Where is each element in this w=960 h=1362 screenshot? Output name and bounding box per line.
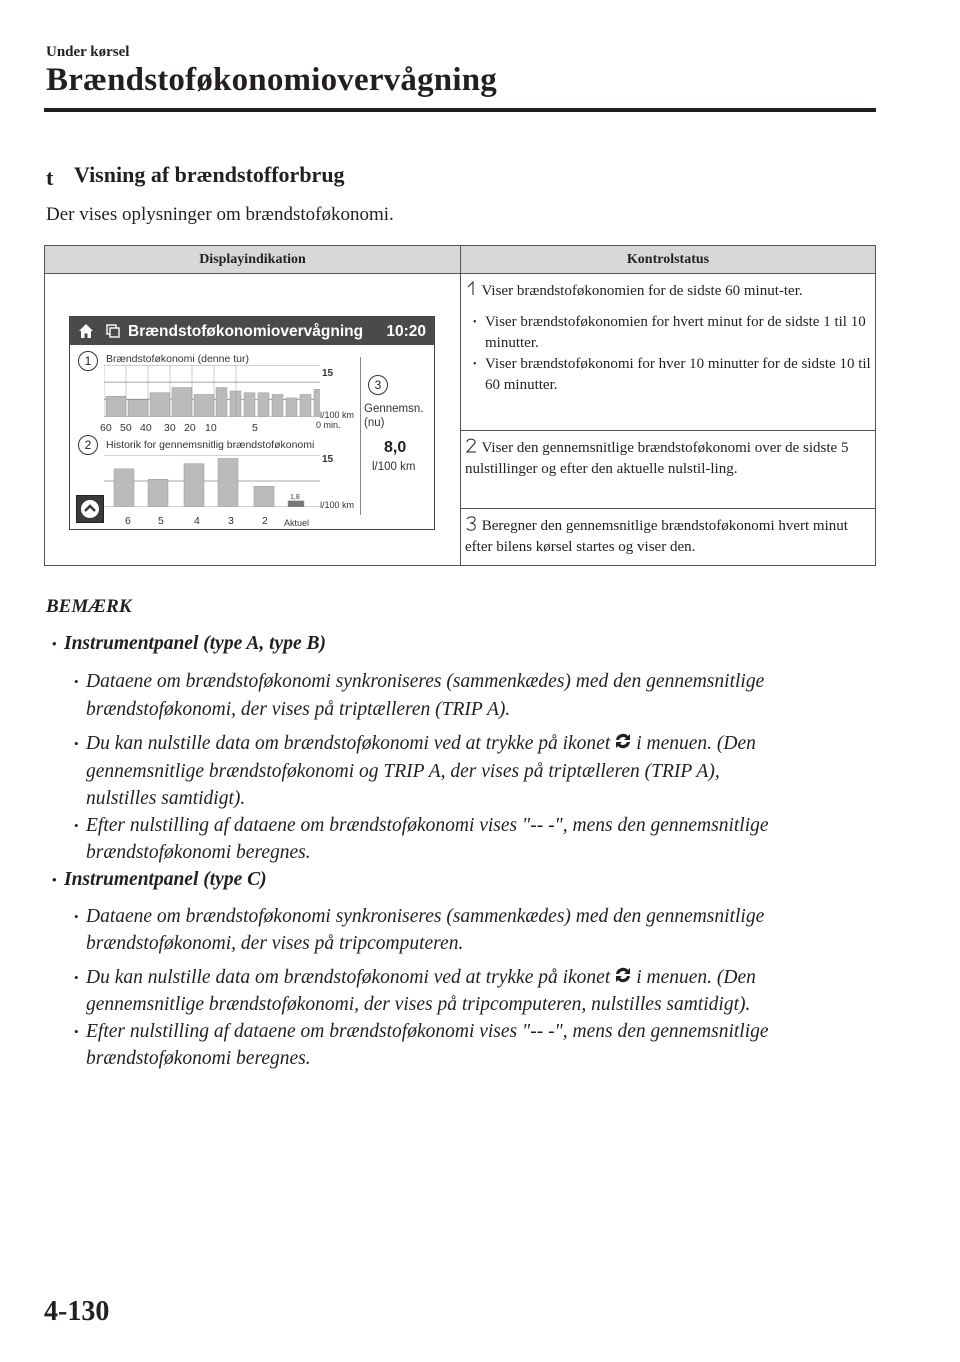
chart2-bar xyxy=(184,464,204,507)
fuel-trip-chart xyxy=(104,365,320,417)
chart2-tick-label: 4 xyxy=(194,515,200,527)
chart1-bar xyxy=(194,394,214,417)
col-header-display: Displayindikation xyxy=(45,246,461,274)
status-sublist-1 xyxy=(465,312,871,396)
status-sub-item: • Viser brændstoføkonomien for hvert minut for de sidste 1 til 10 minutter. xyxy=(465,312,871,354)
col-header-status: Kontrolstatus xyxy=(461,246,876,274)
chart2-tick-label: Aktuel xyxy=(284,518,310,528)
status-sub-item: • Viser brændstoføkonomi for hver 10 minutter for de sidste 10 til 60 minutter. xyxy=(465,354,871,396)
reset-icon xyxy=(612,730,634,752)
chart1-bar xyxy=(244,393,255,417)
screen-separator xyxy=(360,357,361,515)
callout-2: 2 xyxy=(78,435,98,455)
chart1-tick-label: 20 xyxy=(184,422,196,434)
note-item-cont: brændstoføkonomi beregnes. xyxy=(86,1048,311,1069)
chart1-max-label: 15 xyxy=(322,368,334,379)
chart1-label: Brændstoføkonomi (denne tur) xyxy=(106,353,249,365)
screen-clock: 10:20 xyxy=(386,323,426,340)
chart1-bar xyxy=(128,400,148,417)
note-item-cont: gennemsnitlige brændstoføkonomi og TRIP A, der vises på triptælleren (TRIP A), xyxy=(86,761,720,782)
chart1-tick-label: 50 xyxy=(120,422,132,434)
chart1-bar xyxy=(286,398,297,417)
display-cell xyxy=(45,274,461,566)
chart2-tick-label: 5 xyxy=(158,515,164,527)
section-label: Under kørsel xyxy=(46,44,130,60)
note-group-2: • Instrumentpanel (type C) xyxy=(52,869,267,890)
note-item-cont: nulstilles samtidigt). xyxy=(86,788,246,809)
chart2-bar xyxy=(254,486,274,507)
note-item: • Dataene om brændstoføkonomi synkroniseres (sammenkædes) med den gennemsnitlige xyxy=(74,906,765,927)
status-text-3: Beregner den gennemsnitlige brændstoføkonomi hvert minut efter bilens kørsel startes og viser den. xyxy=(465,518,848,555)
app-icon xyxy=(106,324,120,338)
number-1-icon xyxy=(465,281,478,296)
status-text-1: Viser brændstoføkonomien for de sidste 60 minut-ter. xyxy=(481,283,803,299)
note-item: • Efter nulstilling af dataene om brændstoføkonomi vises "-- -", mens den gennemsnitlige xyxy=(74,1021,769,1042)
note-item-cont: gennemsnitlige brændstoføkonomi, der vises på tripcomputeren, nulstilles samtidigt). xyxy=(86,994,751,1015)
chart1-bar xyxy=(106,396,126,417)
status-cell-1 xyxy=(461,274,876,431)
chart1-bar xyxy=(216,388,227,417)
number-2-icon xyxy=(465,438,478,453)
reset-icon xyxy=(612,964,634,986)
callout-3: 3 xyxy=(368,375,388,395)
header-divider xyxy=(44,108,876,112)
chart1-tick-label: 10 xyxy=(205,422,217,434)
chart1-bar xyxy=(314,389,320,417)
status-cell-3 xyxy=(461,509,876,566)
chart2-bar xyxy=(218,458,238,507)
home-icon[interactable] xyxy=(78,323,94,339)
chart1-bar xyxy=(150,393,170,417)
page-title: Brændstoføkonomiovervågning xyxy=(46,62,497,98)
page-number: 4-130 xyxy=(44,1296,110,1327)
note-item-cont: brændstoføkonomi, der vises på tripcomputeren. xyxy=(86,933,464,954)
status-text-2: Viser den gennemsnitlige brændstoføkonomi over de sidste 5 nulstillinger og efter den aktuelle nulstil-ling. xyxy=(465,440,849,477)
callout-1: 1 xyxy=(78,351,98,371)
scroll-up-button[interactable] xyxy=(76,495,104,523)
note-heading: BEMÆRK xyxy=(46,596,132,617)
chart1-tick-label: 30 xyxy=(164,422,176,434)
note-item-cont: brændstoføkonomi beregnes. xyxy=(86,842,311,863)
screen-title: Brændstoføkonomiovervågning xyxy=(128,323,364,340)
up-arrow-icon xyxy=(77,496,103,522)
chart2-bar xyxy=(288,501,304,507)
note-item: • Dataene om brændstoføkonomi synkroniseres (sammenkædes) med den gennemsnitlige xyxy=(74,671,765,692)
chart1-unit: l/100 km xyxy=(320,410,355,420)
number-3-icon xyxy=(465,516,478,531)
chart2-bar xyxy=(148,479,168,507)
note-item: • Efter nulstilling af dataene om brændstoføkonomi vises "-- -", mens den gennemsnitlige xyxy=(74,815,769,836)
fuel-monitor-screen xyxy=(69,316,435,530)
chart2-tick-label: 2 xyxy=(262,515,268,527)
chart2-tick-label: 6 xyxy=(125,515,131,527)
chart2-unit: l/100 km xyxy=(320,500,355,510)
chart2-tick-label: 3 xyxy=(228,515,234,527)
chart1-bar xyxy=(300,394,311,417)
chart2-max-label: 15 xyxy=(322,454,334,465)
chart2-current-value-label: 1,8 xyxy=(290,493,300,501)
info-table xyxy=(44,245,876,566)
note-group-1: • Instrumentpanel (type A, type B) xyxy=(52,633,326,654)
section-bullet: t xyxy=(46,165,54,190)
fuel-history-chart xyxy=(104,455,320,507)
screen-title-bar xyxy=(70,317,434,345)
chart1-tick-label: 5 xyxy=(252,422,258,434)
intro-text: Der vises oplysninger om brændstoføkonomi. xyxy=(46,204,394,225)
note-item: • Du kan nulstille data om brændstoføkonomi ved at trykke på ikonet i menuen. (Den xyxy=(86,730,756,757)
chart2-label: Historik for gennemsnitlig brændstoføkonomi xyxy=(106,439,315,451)
chart1-bar xyxy=(230,391,241,417)
section-heading: Visning af brændstofforbrug xyxy=(74,162,345,187)
chart1-bar xyxy=(258,393,269,417)
status-cell-2 xyxy=(461,431,876,509)
note-item: • Du kan nulstille data om brændstoføkonomi ved at trykke på ikonet i menuen. (Den xyxy=(86,964,756,991)
avg-label: Gennemsn. xyxy=(364,403,424,415)
chart1-tick-label: 60 xyxy=(100,422,112,434)
avg-label-now: (nu) xyxy=(364,417,385,429)
note-item-cont: brændstoføkonomi, der vises på triptælleren (TRIP A). xyxy=(86,699,511,720)
chart1-zero-label: 0 min. xyxy=(316,420,341,430)
chart2-bar xyxy=(114,469,134,507)
avg-value: 8,0 xyxy=(384,439,407,456)
avg-unit: l/100 km xyxy=(372,461,416,473)
chart1-bar xyxy=(172,388,192,417)
chart1-bar xyxy=(272,394,283,417)
chart1-tick-label: 40 xyxy=(140,422,152,434)
